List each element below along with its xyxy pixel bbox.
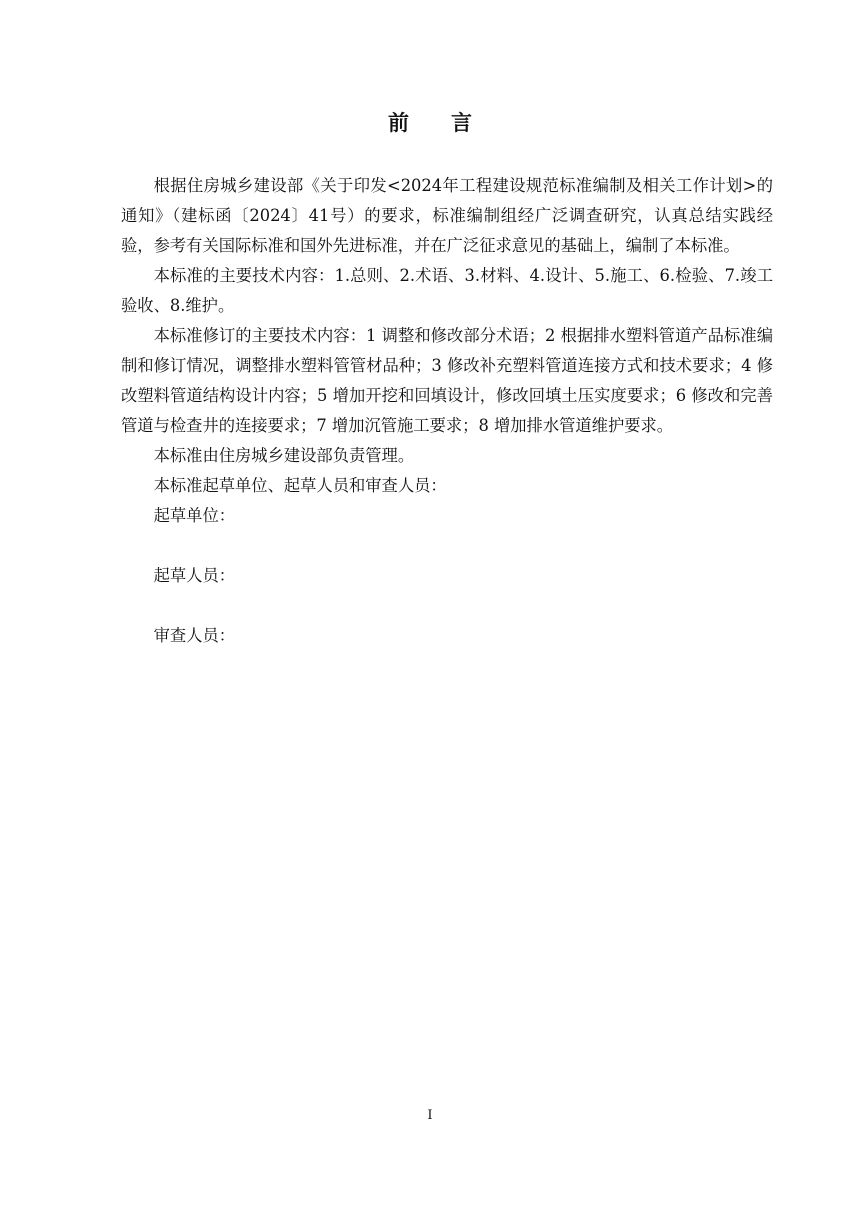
page-title: 前言 [388,110,514,135]
reviewers-label: 审查人员： [153,626,236,645]
drafters-label: 起草人员： [153,566,236,585]
preface-body [121,171,773,651]
drafting-unit-label: 起草单位： [153,506,236,525]
page-number: I [427,1108,433,1123]
paragraph-revision-content: 本标准修订的主要技术内容：1 调整和修改部分术语；2 根据排水塑料管道产品标准编制和修订情况，调整排水塑料管管材品种；3 修改补充塑料管道连接方式和技术要求；4 修改塑料管道结构设计内容；5 增加开挖和回填设计，修改回填土压实度要求；6 修改和完善管道与检查井的连接要求；7 增加沉管施工要求；8 增加排水管道维护要求。 [121,326,773,435]
paragraph-participants: 本标准起草单位、起草人员和审查人员： [153,476,447,495]
paragraph-background: 根据住房城乡建设部《关于印发<2024年工程建设规范标准编制及相关工作计划>的通知》（建标函〔2024〕41号）的要求，标准编制组经广泛调查研究，认真总结实践经验，参考有关国际标准和国外先进标准，并在广泛征求意见的基础上，编制了本标准。 [121,176,773,255]
paragraph-main-content: 本标准的主要技术内容：1.总则、2.术语、3.材料、4.设计、5.施工、6.检验、7.竣工验收、8.维护。 [121,266,773,315]
paragraph-management: 本标准由住房城乡建设部负责管理。 [153,446,415,465]
